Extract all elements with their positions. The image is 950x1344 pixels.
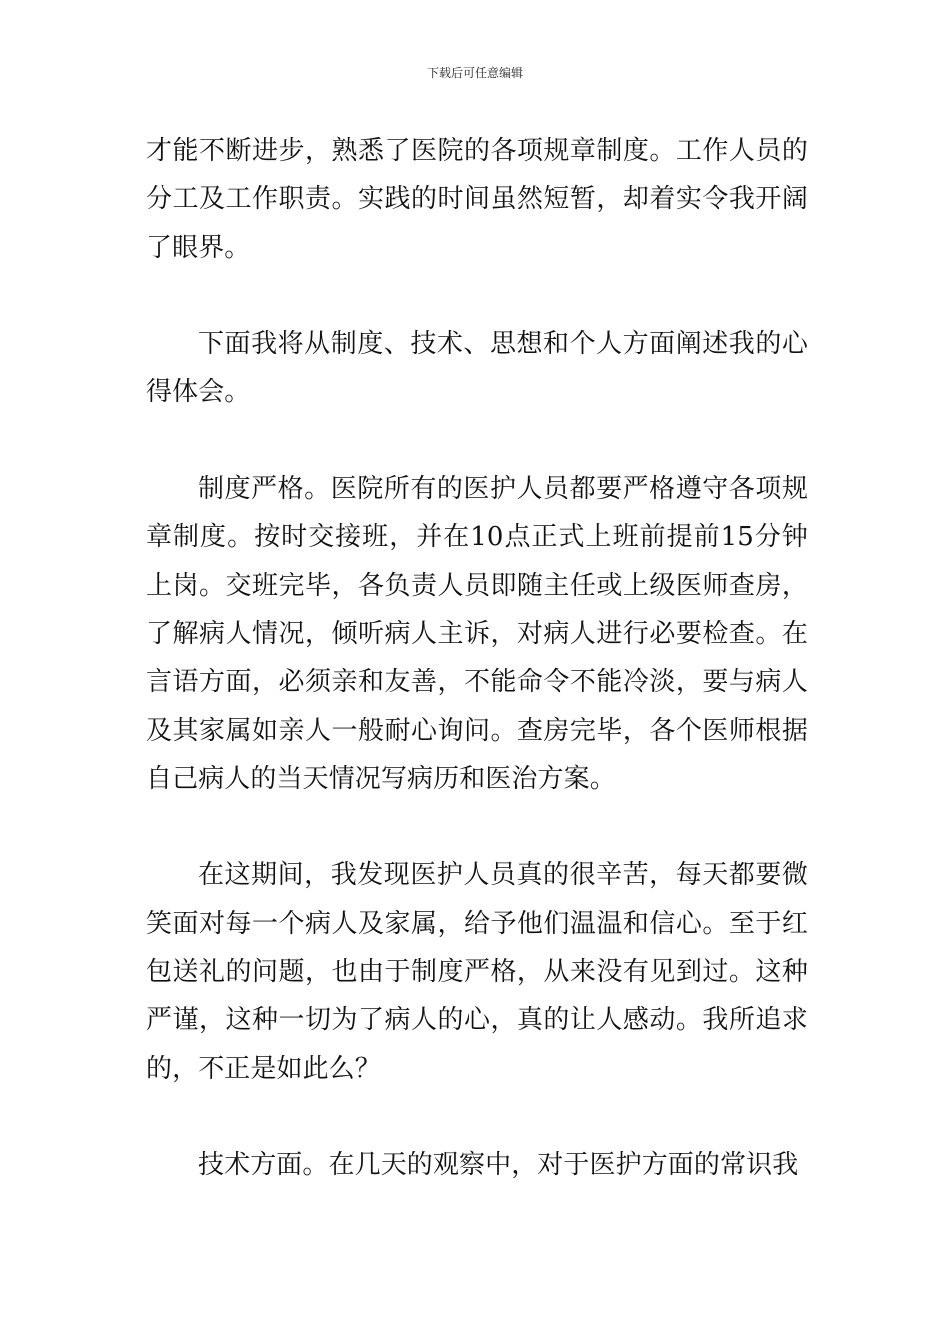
paragraph-1: 才能不断进步，熟悉了医院的各项规章制度。工作人员的分工及工作职责。实践的时间虽然短暂，却着实令我开阔了眼界。 [146,136,808,263]
paragraph-2: 下面我将从制度、技术、思想和个人方面阐述我的心得体会。 [146,329,808,408]
page-header-note: 下载后可任意编辑 [426,66,523,80]
paragraph-5: 技术方面。在几天的观察中，对于医护方面的常识我 [198,1150,799,1181]
document-body [146,127,808,1190]
paragraph-4: 在这期间，我发现医护人员真的很辛苦，每天都要微笑面对每一个病人及家属，给予他们温温和信心。至于红包送礼的问题，也由于制度严格，从来没有见到过。这种严谨，这种一切为了病人的心，真的让人感动。我所追求的，不正是如此么？ [146,860,808,1084]
paragraph-3: 制度严格。医院所有的医护人员都要严格遵守各项规章制度。按时交接班，并在10点正式上班前提前15分钟上岗。交班完毕，各负责人员即随主任或上级医师查房，了解病人情况，倾听病人主诉，对病人进行必要检查。在言语方面，必须亲和友善，不能命令不能冷淡，要与病人及其家属如亲人一般耐心询问。查房完毕，各个医师根据自己病人的当天情况写病历和医治方案。 [146,474,808,794]
